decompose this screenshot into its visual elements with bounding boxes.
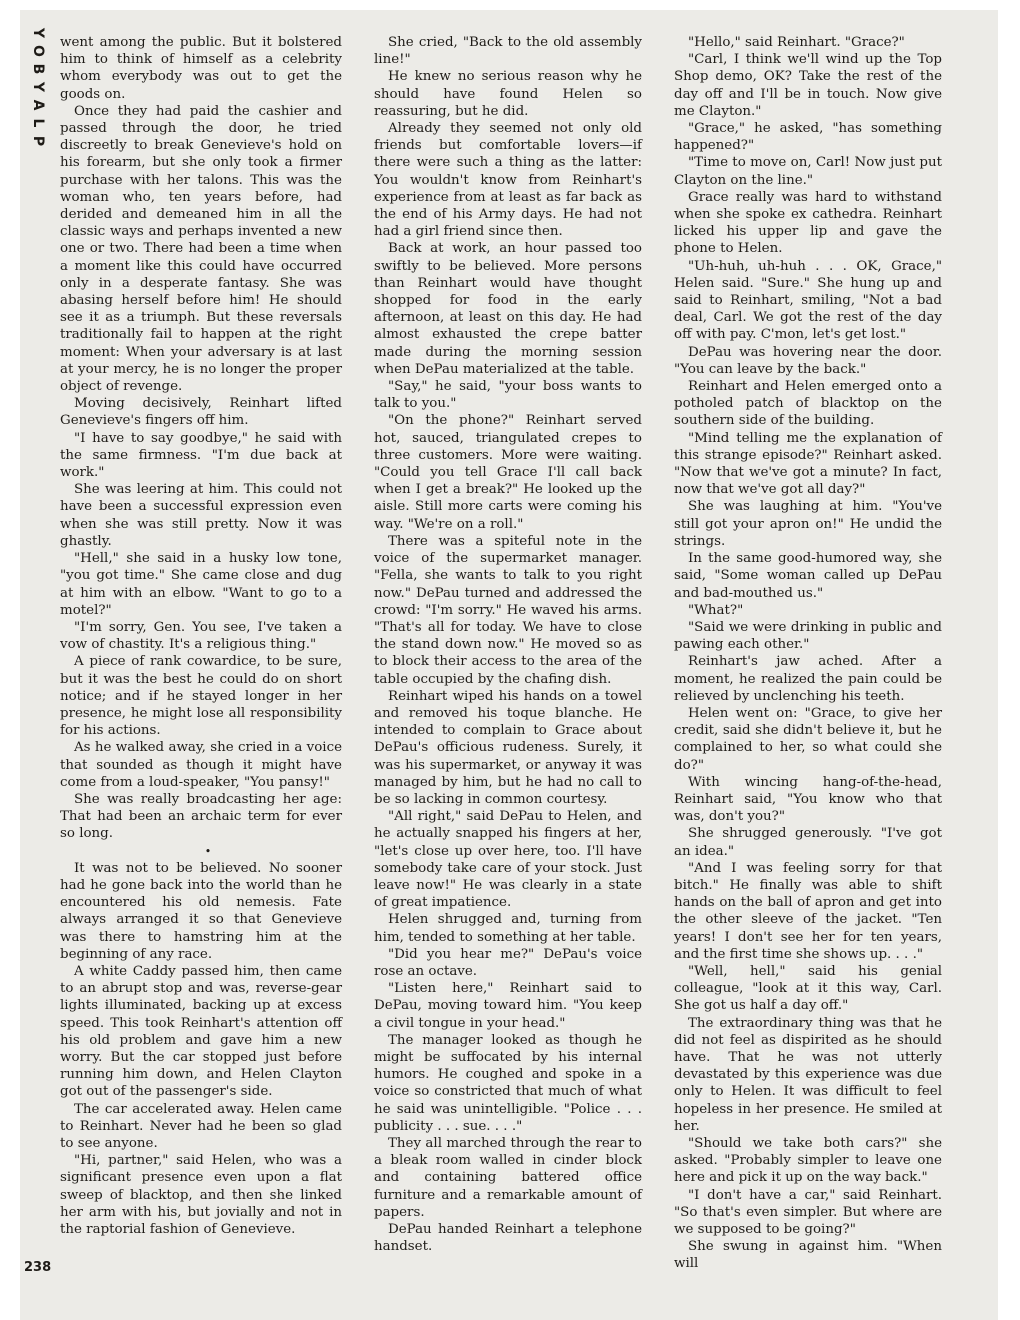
- paragraph: Reinhart and Helen emerged onto a potholed patch of blacktop on the southern side of the building.: [674, 379, 942, 429]
- paragraph: She was really broadcasting her age: That had been an archaic term for ever so long.: [60, 791, 342, 842]
- paragraph: "What?": [688, 602, 744, 618]
- paragraph: She was laughing at him. "You've still got your apron on!" He undid the strings.: [674, 499, 942, 549]
- paragraph: "Mind telling me the explanation of this strange episode?" Reinhart asked. "Now that we've got a minute? In fact, now that we've got all day?": [674, 430, 942, 498]
- paragraph: "Hell," she said in a husky low tone, "you got time." She came close and dug at him with an elbow. "Want to go to a motel?": [60, 551, 342, 618]
- text-column-1: [60, 34, 342, 1238]
- section-break-bullet: •: [204, 844, 212, 858]
- running-head-letter: Y: [30, 27, 46, 39]
- paragraph: She was leering at him. This could not have been a successful expression even when she was still pretty. Now it was ghastly.: [60, 482, 342, 549]
- magazine-running-head: [20, 24, 56, 204]
- paragraph: "Uh-huh, uh-huh . . . OK, Grace," Helen said. "Sure." She hung up and said to Reinhart, smiling, "Not a bad deal, Carl. We got the rest of the day off with pay. C'mon, let's get lost.": [674, 258, 942, 343]
- paragraph: Once they had paid the cashier and passed through the door, he tried discreetly to break Genevieve's hold on his forearm, but she only took a firmer purchase with her talons. This was the woman who, ten years before, had derided and demeaned him in all the classic ways and perhaps invented a new one or two. There had been a time when a moment like this could have occurred only in a desperate fantasy. She was abasing herself before him! He should see it as a triumph. But these reversals traditionally fail to happen at the right moment: When your adversary is at last at your mercy, he is no longer the proper object of revenge.: [60, 103, 342, 395]
- paragraph: A piece of rank cowardice, to be sure, but it was the best he could do on short notice; and if he stayed longer in her presence, he might lose all responsibility for his actions.: [60, 654, 342, 739]
- running-head-letter: P: [30, 135, 46, 147]
- paragraph: "On the phone?" Reinhart served hot, sauced, triangulated crepes to three customers. More were waiting. "Could you tell Grace I'll call back when I get a break?" He looked up the aisle. Still more carts were coming his way. "We're on a roll.": [374, 413, 642, 532]
- paragraph: went among the public. But it bolstered him to think of himself as a celebrity whom everybody was out to get the goods on.: [60, 35, 342, 102]
- paragraph: "Well, hell," said his genial colleague, "look at it this way, Carl. She got us half a day off.": [674, 963, 942, 1014]
- paragraph: Moving decisively, Reinhart lifted Genevieve's fingers off him.: [60, 396, 342, 429]
- paragraph: In the same good-humored way, she said, "Some woman called up DePau and bad-mouthed us.": [674, 551, 942, 601]
- paragraph: "Say," he said, "your boss wants to talk to you.": [374, 379, 642, 412]
- paragraph: Back at work, an hour passed too swiftly to be believed. More persons than Reinhart would have thought shopped for food in the early afternoon, at least on this day. He had almost exhausted the crepe batter made during the morning session when DePau materialized at the table.: [374, 241, 642, 377]
- paragraph: "I don't have a car," said Reinhart. "So that's even simpler. But where are we supposed to be going?": [674, 1187, 942, 1238]
- paragraph: Reinhart wiped his hands on a towel and removed his toque blanche. He intended to complain to Grace about DePau's officious rudeness. Surely, it was his supermarket, or anyway it was managed by him, but he had no call to be so lacking in common courtesy.: [374, 688, 642, 807]
- paragraph: Helen went on: "Grace, to give her credit, said she didn't believe it, but he complained to her, so what could she do?": [674, 705, 942, 773]
- paragraph: They all marched through the rear to a bleak room walled in cinder block and containing battered office furniture and a remarkable amount of papers.: [374, 1136, 642, 1220]
- running-head-letter: A: [30, 99, 46, 111]
- paragraph: Grace really was hard to withstand when she spoke ex cathedra. Reinhart licked his upper lip and gave the phone to Helen.: [674, 189, 942, 257]
- paragraph: "Grace," he asked, "has something happened?": [674, 121, 942, 154]
- paragraph: "I'm sorry, Gen. You see, I've taken a vow of chastity. It's a religious thing.": [60, 619, 342, 653]
- paragraph: She swung in against him. "When will: [674, 1239, 942, 1272]
- text-column-3: [674, 34, 942, 1273]
- paragraph: "Should we take both cars?" she asked. "Probably simpler to leave one here and pick it up on the way back.": [674, 1136, 942, 1186]
- running-head-letter: Y: [30, 81, 46, 93]
- paragraph: The extraordinary thing was that he did not feel as dispirited as he should have. That he was not utterly devastated by this experience was due only to Helen. It was difficult to feel hopeless in her presence. He smiled at her.: [674, 1015, 942, 1134]
- running-head-letter: O: [30, 45, 46, 57]
- paragraph: He knew no serious reason why he should have found Helen so reassuring, but he did.: [374, 69, 642, 119]
- paragraph: As he walked away, she cried in a voice that sounded as though it might have come from a loud-speaker, "You pansy!": [60, 740, 342, 790]
- paragraph: She cried, "Back to the old assembly line!": [374, 35, 642, 68]
- magazine-page: [20, 10, 998, 1320]
- paragraph: "Time to move on, Carl! Now just put Clayton on the line.": [674, 155, 942, 188]
- paragraph: "And I was feeling sorry for that bitch." He finally was able to shift hands on the ball of apron and get into the other sleeve of the jacket. "Ten years! I don't see her for ten years, and the first time she shows up. . . .": [674, 860, 942, 962]
- running-head-letter: L: [30, 118, 46, 128]
- running-head-letter: B: [30, 63, 46, 75]
- page-number: 238: [24, 1260, 52, 1275]
- paragraph: "Said we were drinking in public and pawing each other.": [674, 619, 942, 653]
- paragraph: DePau handed Reinhart a telephone handset.: [374, 1222, 642, 1255]
- paragraph: With wincing hang-of-the-head, Reinhart said, "You know who that was, don't you?": [674, 774, 942, 825]
- paragraph: DePau was hovering near the door. "You can leave by the back.": [674, 344, 942, 377]
- text-column-2: [374, 34, 642, 1255]
- paragraph: The manager looked as though he might be suffocated by his internal humors. He coughed and spoke in a voice so constricted that much of what he said was unintelligible. "Police . . . publicity . . . sue. . . .": [374, 1032, 642, 1134]
- paragraph: "Hi, partner," said Helen, who was a significant presence even upon a flat sweep of blacktop, and then she linked her arm with his, but jovially and not in the raptorial fashion of Genevieve.: [60, 1153, 342, 1238]
- paragraph: The car accelerated away. Helen came to Reinhart. Never had he been so glad to see anyone.: [60, 1101, 342, 1151]
- paragraph: It was not to be believed. No sooner had he gone back into the world than he encountered his old nemesis. Fate always arranged it so that Genevieve was there to hamstring him at the beginning of any race.: [60, 860, 342, 962]
- paragraph: "Did you hear me?" DePau's voice rose an octave.: [374, 946, 642, 979]
- paragraph: "I have to say goodbye," he said with the same firmness. "I'm due back at work.": [60, 430, 342, 481]
- paragraph: There was a spiteful note in the voice of the supermarket manager. "Fella, she wants to talk to you right now." DePau turned and addressed the crowd: "I'm sorry." He waved his arms. "That's all for today. We have to close the stand down now." He moved so as to block their access to the area of the table occupied by the chafing dish.: [374, 533, 642, 687]
- paragraph: Reinhart's jaw ached. After a moment, he realized the pain could be relieved by unclenching his teeth.: [674, 654, 942, 704]
- paragraph: A white Caddy passed him, then came to an abrupt stop and was, reverse-gear lights illuminated, backing up at excess speed. This took Reinhart's attention off his old problem and gave him a new worry. But the car stopped just before running him down, and Helen Clayton got out of the passenger's side.: [60, 963, 342, 1100]
- paragraph: "Hello," said Reinhart. "Grace?": [688, 35, 905, 50]
- paragraph: "All right," said DePau to Helen, and he actually snapped his fingers at her, "let's close up over here, too. I'll have somebody take care of your stock. Just leave now!" He was clearly in a state of great impatience.: [374, 809, 642, 911]
- paragraph: Already they seemed not only old friends but comfortable lovers—if there were such a thing as the latter: You wouldn't know from Reinhart's experience from at least as far back as the end of his Army days. He had not had a girl friend since then.: [374, 121, 642, 240]
- paragraph: "Listen here," Reinhart said to DePau, moving toward him. "You keep a civil tongue in your head.": [374, 981, 642, 1031]
- paragraph: "Carl, I think we'll wind up the Top Shop demo, OK? Take the rest of the day off and I'll be in touch. Now give me Clayton.": [674, 52, 942, 119]
- paragraph: She shrugged generously. "I've got an idea.": [674, 826, 942, 859]
- paragraph: Helen shrugged and, turning from him, tended to something at her table.: [374, 912, 642, 945]
